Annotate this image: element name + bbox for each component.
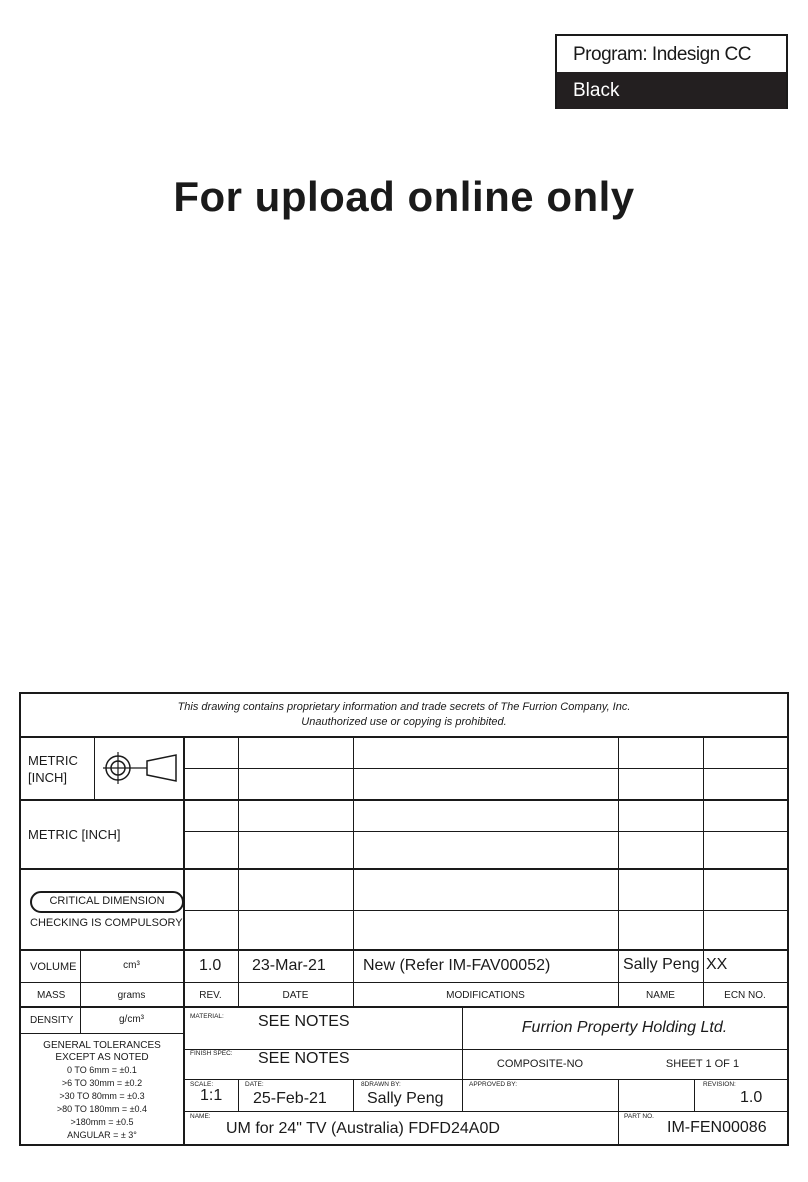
- tolerance-line: >80 TO 180mm = ±0.4: [56, 1104, 148, 1114]
- date-value: 25-Feb-21: [253, 1090, 327, 1107]
- part-no-value: IM-FEN00086: [667, 1119, 767, 1136]
- modifications-header: MODIFICATIONS: [446, 990, 525, 1001]
- modification-value: New (Refer IM-FAV00052): [363, 957, 551, 974]
- name-value: UM for 24" TV (Australia) FDFD24A0D: [226, 1120, 500, 1137]
- critical-dimension-label: CRITICAL DIMENSION: [49, 895, 165, 907]
- revision-label: REVISION:: [703, 1081, 736, 1088]
- program-box: [555, 34, 788, 109]
- approved-by-label: APPROVED BY:: [469, 1081, 518, 1088]
- tolerance-line: >180mm = ±0.5: [70, 1117, 134, 1127]
- title-block: [19, 692, 789, 1146]
- inch-label: [INCH]: [28, 770, 67, 785]
- density-unit: g/cm³: [119, 1014, 144, 1025]
- metric-label: METRIC: [28, 753, 78, 768]
- projection-symbol-icon: [101, 748, 181, 788]
- tolerance-line: >6 TO 30mm = ±0.2: [61, 1078, 143, 1088]
- volume-unit: cm³: [123, 960, 140, 971]
- tolerance-line: ANGULAR = ± 3°: [67, 1130, 137, 1140]
- tolerance-line: GENERAL TOLERANCES: [43, 1040, 161, 1051]
- date-label: DATE:: [245, 1081, 264, 1088]
- mass-unit: grams: [117, 990, 146, 1001]
- ecn-header: ECN NO.: [724, 990, 766, 1001]
- drawn-by-value: Sally Peng: [367, 1090, 444, 1107]
- scale-value: 1:1: [200, 1087, 223, 1104]
- checking-compulsory-label: CHECKING IS COMPULSORY: [30, 917, 183, 929]
- rev-header: REV.: [199, 990, 222, 1001]
- rev-value: 1.0: [199, 957, 222, 974]
- density-label: DENSITY: [30, 1015, 74, 1026]
- ecn-value: XX: [706, 956, 728, 973]
- material-label: MATERIAL:: [190, 1013, 224, 1020]
- finish-label: FINISH SPEC:: [190, 1050, 233, 1057]
- date-header: DATE: [282, 990, 309, 1001]
- name-header: NAME: [646, 990, 675, 1001]
- part-no-label: PART NO.: [624, 1113, 654, 1120]
- tolerance-line: EXCEPT AS NOTED: [55, 1052, 149, 1063]
- composite-no-label: COMPOSITE-NO: [496, 1058, 584, 1070]
- metric-inch-label: METRIC [INCH]: [28, 827, 121, 842]
- volume-label: VOLUME: [30, 961, 77, 973]
- mass-label: MASS: [37, 990, 66, 1001]
- finish-value: SEE NOTES: [258, 1050, 350, 1067]
- rev-date-value: 23-Mar-21: [252, 957, 326, 974]
- program-label: Program: Indesign CC: [573, 44, 751, 65]
- drawn-by-label: 8DRAWN BY:: [361, 1081, 401, 1088]
- scale-label: SCALE:: [190, 1081, 214, 1088]
- sheet-label: SHEET 1 OF 1: [665, 1058, 740, 1070]
- name-label: NAME:: [190, 1113, 211, 1120]
- company-name: Furrion Property Holding Ltd.: [521, 1019, 728, 1036]
- proprietary-notice-line1: This drawing contains proprietary information and trade secrets of The Furrion Company, Inc.: [177, 701, 631, 713]
- material-value: SEE NOTES: [258, 1013, 350, 1030]
- revision-value: 1.0: [740, 1089, 763, 1106]
- page-headline: For upload online only: [173, 173, 635, 220]
- tolerance-line: 0 TO 6mm = ±0.1: [67, 1065, 137, 1075]
- proprietary-notice-line2: Unauthorized use or copying is prohibited.: [301, 716, 507, 728]
- rev-name-value: Sally Peng: [623, 956, 700, 973]
- color-label: Black: [557, 72, 786, 109]
- tolerance-line: >30 TO 80mm = ±0.3: [59, 1091, 145, 1101]
